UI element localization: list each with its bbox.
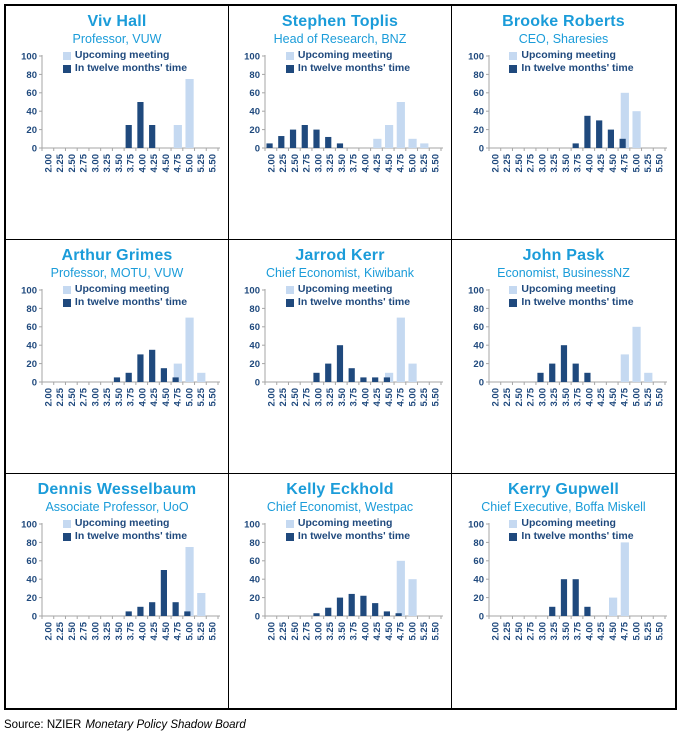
chart-legend <box>63 49 187 75</box>
svg-text:100: 100 <box>244 50 260 62</box>
svg-text:3.50: 3.50 <box>113 153 125 172</box>
legend-twelve-months <box>509 296 633 309</box>
svg-text:3.50: 3.50 <box>560 387 572 406</box>
member-role: Professor, VUW <box>72 32 162 46</box>
svg-text:5.25: 5.25 <box>642 621 654 640</box>
svg-text:5.00: 5.00 <box>407 387 419 406</box>
svg-text:3.50: 3.50 <box>560 621 572 640</box>
svg-text:3.25: 3.25 <box>325 387 337 406</box>
legend-swatch-dark-icon <box>63 533 71 541</box>
legend-label: Upcoming meeting <box>521 49 616 61</box>
svg-text:60: 60 <box>26 87 37 99</box>
svg-text:100: 100 <box>21 284 37 296</box>
legend-swatch-dark-icon <box>286 65 294 73</box>
chart-legend <box>509 49 633 75</box>
svg-text:2.50: 2.50 <box>66 387 78 406</box>
svg-text:5.00: 5.00 <box>630 387 642 406</box>
chart-legend <box>286 517 410 543</box>
legend-label: Upcoming meeting <box>297 49 393 61</box>
legend-upcoming-meeting <box>63 283 187 296</box>
svg-text:2.50: 2.50 <box>66 153 78 172</box>
member-role: Head of Research, BNZ <box>273 32 407 46</box>
legend-swatch-light-icon <box>286 52 294 60</box>
svg-text:3.25: 3.25 <box>102 153 114 172</box>
legend-upcoming-meeting <box>509 49 633 62</box>
legend-swatch-dark-icon <box>286 533 294 541</box>
svg-text:4.00: 4.00 <box>137 387 149 406</box>
svg-text:4.25: 4.25 <box>149 621 161 640</box>
svg-text:60: 60 <box>472 87 484 99</box>
svg-text:20: 20 <box>249 124 260 136</box>
svg-text:3.50: 3.50 <box>113 621 125 640</box>
svg-text:2.25: 2.25 <box>501 153 513 172</box>
svg-text:20: 20 <box>472 592 484 604</box>
svg-text:3.50: 3.50 <box>113 387 125 406</box>
svg-text:20: 20 <box>249 358 260 370</box>
svg-text:60: 60 <box>249 555 260 567</box>
svg-text:2.00: 2.00 <box>43 621 55 640</box>
svg-text:3.00: 3.00 <box>536 387 548 406</box>
svg-text:4.25: 4.25 <box>595 621 607 640</box>
legend-label: In twelve months' time <box>74 530 188 542</box>
svg-text:2.50: 2.50 <box>513 621 525 640</box>
legend-label: In twelve months' time <box>297 296 411 308</box>
svg-text:60: 60 <box>26 321 37 333</box>
svg-text:3.25: 3.25 <box>102 621 114 640</box>
shadow-board-grid <box>4 4 677 710</box>
legend-label: Upcoming meeting <box>297 283 393 295</box>
legend-label: In twelve months' time <box>521 296 634 308</box>
member-name: Arthur Grimes <box>61 247 173 264</box>
svg-text:4.75: 4.75 <box>619 621 631 640</box>
svg-text:3.50: 3.50 <box>336 153 348 172</box>
svg-text:3.75: 3.75 <box>348 387 360 406</box>
member-role: CEO, Sharesies <box>518 32 609 46</box>
legend-twelve-months <box>63 530 187 543</box>
svg-text:4.50: 4.50 <box>607 153 619 172</box>
svg-text:4.25: 4.25 <box>149 387 161 406</box>
svg-text:4.50: 4.50 <box>160 387 172 406</box>
svg-text:4.50: 4.50 <box>607 621 619 640</box>
svg-text:4.25: 4.25 <box>149 153 161 172</box>
legend-label: In twelve months' time <box>521 62 634 74</box>
svg-text:3.00: 3.00 <box>90 621 102 640</box>
legend-swatch-light-icon <box>63 286 71 294</box>
chart-legend <box>63 283 187 309</box>
svg-text:100: 100 <box>467 284 484 296</box>
svg-text:60: 60 <box>249 87 260 99</box>
svg-text:4.25: 4.25 <box>372 621 384 640</box>
svg-text:20: 20 <box>249 592 260 604</box>
legend-label: In twelve months' time <box>74 62 188 74</box>
member-name: Kerry Gupwell <box>507 481 620 498</box>
legend-upcoming-meeting <box>509 283 633 296</box>
legend-label: Upcoming meeting <box>74 49 170 61</box>
svg-text:40: 40 <box>26 340 37 352</box>
svg-text:100: 100 <box>21 518 37 530</box>
svg-text:80: 80 <box>26 303 37 315</box>
svg-text:80: 80 <box>249 69 260 81</box>
legend-swatch-light-icon <box>63 520 71 528</box>
svg-text:2.25: 2.25 <box>278 153 290 172</box>
svg-text:3.50: 3.50 <box>336 387 348 406</box>
svg-text:0: 0 <box>254 376 260 388</box>
svg-text:80: 80 <box>472 303 484 315</box>
svg-text:5.25: 5.25 <box>196 153 207 172</box>
svg-text:3.25: 3.25 <box>548 387 560 406</box>
member-name: Brooke Roberts <box>502 13 625 30</box>
member-role: Associate Professor, UoO <box>45 500 189 514</box>
svg-text:20: 20 <box>26 124 37 136</box>
svg-text:2.75: 2.75 <box>525 621 537 640</box>
svg-text:0: 0 <box>254 142 260 154</box>
svg-text:4.00: 4.00 <box>583 621 595 640</box>
panel-brooke-roberts <box>452 6 675 240</box>
svg-text:40: 40 <box>472 340 484 352</box>
svg-text:100: 100 <box>467 518 484 530</box>
svg-text:5.50: 5.50 <box>430 621 442 640</box>
svg-text:60: 60 <box>26 555 37 567</box>
svg-text:3.25: 3.25 <box>548 153 560 172</box>
svg-text:3.75: 3.75 <box>348 153 360 172</box>
source-label: Source: NZIER <box>4 719 82 731</box>
legend-swatch-dark-icon <box>509 299 517 307</box>
legend-label: In twelve months' time <box>521 530 634 542</box>
member-role: Professor, MOTU, VUW <box>50 266 184 280</box>
legend-swatch-light-icon <box>286 520 294 528</box>
chart-legend <box>63 517 187 543</box>
svg-text:4.00: 4.00 <box>137 153 149 172</box>
svg-text:5.25: 5.25 <box>419 153 430 172</box>
svg-text:4.50: 4.50 <box>383 621 395 640</box>
member-role: Chief Executive, Boffa Miskell <box>481 500 646 514</box>
svg-text:2.75: 2.75 <box>301 387 313 406</box>
legend-label: Upcoming meeting <box>521 517 616 529</box>
svg-text:3.75: 3.75 <box>348 621 360 640</box>
svg-text:4.75: 4.75 <box>619 387 631 406</box>
panel-jarrod-kerr <box>229 240 452 474</box>
member-role: Chief Economist, Kiwibank <box>266 266 414 280</box>
chart-legend <box>509 517 633 543</box>
svg-text:3.25: 3.25 <box>325 621 337 640</box>
svg-text:0: 0 <box>478 376 484 388</box>
svg-text:2.00: 2.00 <box>266 153 278 172</box>
member-name: Stephen Toplis <box>281 13 399 30</box>
svg-text:4.50: 4.50 <box>383 387 395 406</box>
svg-text:20: 20 <box>472 124 484 136</box>
legend-upcoming-meeting <box>509 517 633 530</box>
svg-text:2.25: 2.25 <box>55 387 67 406</box>
svg-text:4.00: 4.00 <box>583 153 595 172</box>
svg-text:100: 100 <box>21 50 37 62</box>
legend-swatch-light-icon <box>509 520 517 528</box>
svg-text:2.25: 2.25 <box>55 153 67 172</box>
svg-text:2.75: 2.75 <box>525 153 537 172</box>
svg-text:3.00: 3.00 <box>313 387 325 406</box>
source-title: Monetary Policy Shadow Board <box>85 719 246 731</box>
legend-label: In twelve months' time <box>297 530 411 542</box>
legend-swatch-light-icon <box>509 286 517 294</box>
panel-john-pask <box>452 240 675 474</box>
panel-stephen-toplis <box>229 6 452 240</box>
svg-text:3.25: 3.25 <box>325 153 337 172</box>
svg-text:3.50: 3.50 <box>336 621 348 640</box>
svg-text:5.50: 5.50 <box>207 387 219 406</box>
svg-text:4.75: 4.75 <box>395 621 407 640</box>
svg-text:40: 40 <box>472 574 484 586</box>
svg-text:4.75: 4.75 <box>395 153 407 172</box>
svg-text:2.75: 2.75 <box>78 387 90 406</box>
chart-legend <box>286 49 410 75</box>
svg-text:20: 20 <box>26 592 37 604</box>
legend-label: Upcoming meeting <box>521 283 616 295</box>
svg-text:80: 80 <box>249 537 260 549</box>
svg-text:5.25: 5.25 <box>642 387 654 406</box>
svg-text:3.00: 3.00 <box>90 387 102 406</box>
svg-text:4.00: 4.00 <box>360 387 372 406</box>
svg-text:40: 40 <box>26 106 37 118</box>
svg-text:2.50: 2.50 <box>513 387 525 406</box>
svg-text:100: 100 <box>467 50 484 62</box>
member-name: John Pask <box>522 247 605 264</box>
svg-text:3.00: 3.00 <box>313 153 325 172</box>
svg-text:2.00: 2.00 <box>43 153 55 172</box>
svg-text:2.25: 2.25 <box>501 621 513 640</box>
svg-text:5.25: 5.25 <box>642 153 654 172</box>
svg-text:5.50: 5.50 <box>430 153 442 172</box>
svg-text:4.25: 4.25 <box>595 153 607 172</box>
svg-text:3.00: 3.00 <box>313 621 325 640</box>
svg-text:4.50: 4.50 <box>160 621 172 640</box>
svg-text:2.75: 2.75 <box>301 621 313 640</box>
svg-text:4.00: 4.00 <box>360 153 372 172</box>
panel-kelly-eckhold <box>229 474 452 708</box>
svg-text:2.75: 2.75 <box>78 621 90 640</box>
svg-text:4.75: 4.75 <box>395 387 407 406</box>
member-role: Chief Economist, Westpac <box>266 500 414 514</box>
legend-twelve-months <box>63 296 187 309</box>
svg-text:5.50: 5.50 <box>654 621 666 640</box>
panel-dennis-wesselbaum <box>6 474 229 708</box>
svg-text:3.00: 3.00 <box>90 153 102 172</box>
chart-legend <box>286 283 410 309</box>
svg-text:2.25: 2.25 <box>501 387 513 406</box>
legend-upcoming-meeting <box>63 517 187 530</box>
legend-twelve-months <box>286 62 410 75</box>
legend-swatch-light-icon <box>509 52 517 60</box>
svg-text:5.00: 5.00 <box>407 153 419 172</box>
svg-text:80: 80 <box>249 303 260 315</box>
svg-text:80: 80 <box>26 537 37 549</box>
svg-text:0: 0 <box>31 376 37 388</box>
svg-text:60: 60 <box>249 321 260 333</box>
svg-text:5.50: 5.50 <box>430 387 442 406</box>
svg-text:0: 0 <box>254 610 260 622</box>
svg-text:3.00: 3.00 <box>536 153 548 172</box>
chart-legend <box>509 283 633 309</box>
panel-viv-hall <box>6 6 229 240</box>
svg-text:0: 0 <box>478 610 484 622</box>
svg-text:4.25: 4.25 <box>372 153 384 172</box>
svg-text:4.50: 4.50 <box>160 153 172 172</box>
svg-text:80: 80 <box>472 69 484 81</box>
svg-text:4.25: 4.25 <box>372 387 384 406</box>
svg-text:4.75: 4.75 <box>172 153 184 172</box>
svg-text:0: 0 <box>31 142 37 154</box>
svg-text:5.25: 5.25 <box>419 621 430 640</box>
legend-label: Upcoming meeting <box>74 283 170 295</box>
svg-text:5.25: 5.25 <box>196 621 207 640</box>
svg-text:2.50: 2.50 <box>289 621 301 640</box>
svg-text:4.00: 4.00 <box>360 621 372 640</box>
svg-text:5.50: 5.50 <box>654 153 666 172</box>
legend-twelve-months <box>509 530 633 543</box>
svg-text:3.75: 3.75 <box>125 621 137 640</box>
svg-text:2.00: 2.00 <box>43 387 55 406</box>
member-name: Viv Hall <box>87 13 147 30</box>
legend-label: In twelve months' time <box>297 62 411 74</box>
member-name: Jarrod Kerr <box>295 247 385 264</box>
svg-text:3.75: 3.75 <box>572 621 584 640</box>
svg-text:4.00: 4.00 <box>583 387 595 406</box>
svg-text:2.00: 2.00 <box>489 153 501 172</box>
svg-text:100: 100 <box>244 518 260 530</box>
svg-text:2.75: 2.75 <box>525 387 537 406</box>
svg-text:2.50: 2.50 <box>289 387 301 406</box>
svg-text:2.25: 2.25 <box>278 387 290 406</box>
svg-text:5.00: 5.00 <box>407 621 419 640</box>
legend-swatch-light-icon <box>286 286 294 294</box>
svg-text:80: 80 <box>26 69 37 81</box>
svg-text:2.00: 2.00 <box>489 387 501 406</box>
panel-kerry-gupwell <box>452 474 675 708</box>
svg-text:0: 0 <box>478 142 484 154</box>
svg-text:5.25: 5.25 <box>196 387 207 406</box>
legend-upcoming-meeting <box>286 517 410 530</box>
svg-text:60: 60 <box>472 321 484 333</box>
svg-text:2.75: 2.75 <box>301 153 313 172</box>
svg-text:20: 20 <box>26 358 37 370</box>
legend-label: Upcoming meeting <box>74 517 170 529</box>
svg-text:3.75: 3.75 <box>125 387 137 406</box>
svg-text:3.25: 3.25 <box>548 621 560 640</box>
legend-swatch-dark-icon <box>286 299 294 307</box>
svg-text:5.50: 5.50 <box>654 387 666 406</box>
legend-twelve-months <box>286 296 410 309</box>
svg-text:4.50: 4.50 <box>607 387 619 406</box>
legend-twelve-months <box>509 62 633 75</box>
svg-text:100: 100 <box>244 284 260 296</box>
member-role: Economist, BusinessNZ <box>497 266 630 280</box>
svg-text:2.25: 2.25 <box>55 621 67 640</box>
legend-swatch-dark-icon <box>509 65 517 73</box>
svg-text:2.50: 2.50 <box>513 153 525 172</box>
svg-text:5.00: 5.00 <box>630 621 642 640</box>
svg-text:2.00: 2.00 <box>489 621 501 640</box>
svg-text:3.00: 3.00 <box>536 621 548 640</box>
svg-text:4.75: 4.75 <box>172 387 184 406</box>
svg-text:2.00: 2.00 <box>266 621 278 640</box>
svg-text:5.50: 5.50 <box>207 153 219 172</box>
legend-swatch-light-icon <box>63 52 71 60</box>
legend-upcoming-meeting <box>286 49 410 62</box>
svg-text:3.75: 3.75 <box>572 387 584 406</box>
legend-swatch-dark-icon <box>63 65 71 73</box>
svg-text:20: 20 <box>472 358 484 370</box>
svg-text:4.75: 4.75 <box>619 153 631 172</box>
legend-swatch-dark-icon <box>63 299 71 307</box>
svg-text:5.00: 5.00 <box>184 621 196 640</box>
legend-label: Upcoming meeting <box>297 517 393 529</box>
svg-text:4.50: 4.50 <box>383 153 395 172</box>
svg-text:40: 40 <box>249 340 260 352</box>
svg-text:5.50: 5.50 <box>207 621 219 640</box>
panel-arthur-grimes <box>6 240 229 474</box>
svg-text:2.25: 2.25 <box>278 621 290 640</box>
legend-label: In twelve months' time <box>74 296 188 308</box>
svg-text:3.50: 3.50 <box>560 153 572 172</box>
svg-text:80: 80 <box>472 537 484 549</box>
legend-swatch-dark-icon <box>509 533 517 541</box>
member-name: Kelly Eckhold <box>286 481 394 498</box>
legend-upcoming-meeting <box>63 49 187 62</box>
svg-text:4.75: 4.75 <box>172 621 184 640</box>
svg-text:3.75: 3.75 <box>572 153 584 172</box>
svg-text:4.00: 4.00 <box>137 621 149 640</box>
legend-twelve-months <box>63 62 187 75</box>
svg-text:2.50: 2.50 <box>289 153 301 172</box>
svg-text:3.25: 3.25 <box>102 387 114 406</box>
svg-text:40: 40 <box>472 106 484 118</box>
svg-text:5.00: 5.00 <box>184 387 196 406</box>
svg-text:60: 60 <box>472 555 484 567</box>
legend-twelve-months <box>286 530 410 543</box>
svg-text:2.00: 2.00 <box>266 387 278 406</box>
svg-text:5.00: 5.00 <box>630 153 642 172</box>
member-name: Dennis Wesselbaum <box>37 481 197 498</box>
svg-text:2.75: 2.75 <box>78 153 90 172</box>
svg-text:0: 0 <box>31 610 37 622</box>
svg-text:3.75: 3.75 <box>125 153 137 172</box>
svg-text:40: 40 <box>249 106 260 118</box>
legend-upcoming-meeting <box>286 283 410 296</box>
svg-text:4.25: 4.25 <box>595 387 607 406</box>
svg-text:40: 40 <box>249 574 260 586</box>
svg-text:2.50: 2.50 <box>66 621 78 640</box>
svg-text:5.25: 5.25 <box>419 387 430 406</box>
svg-text:40: 40 <box>26 574 37 586</box>
source-note <box>4 719 246 731</box>
svg-text:5.00: 5.00 <box>184 153 196 172</box>
